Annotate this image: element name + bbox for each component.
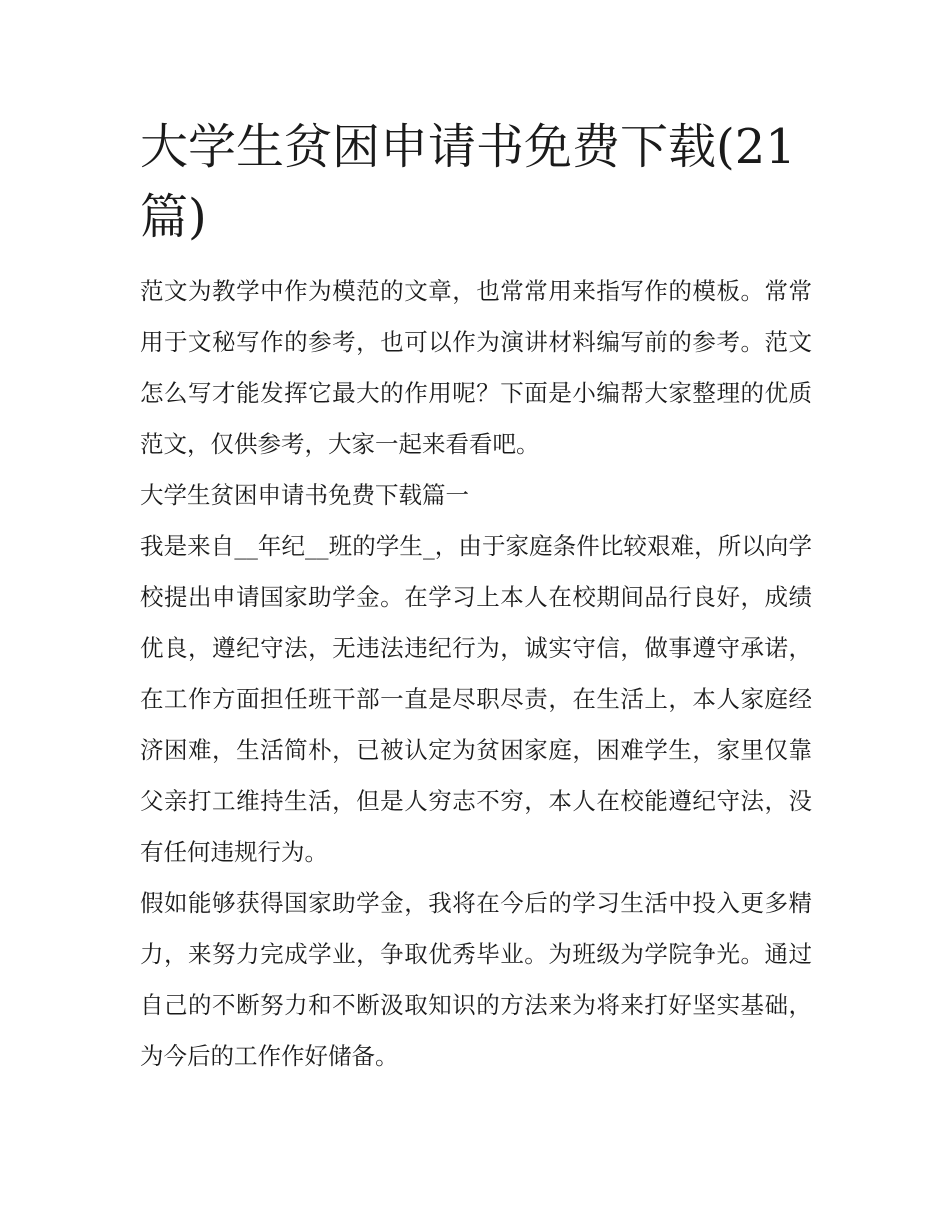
section-heading: 大学生贫困申请书免费下载篇一: [140, 481, 469, 509]
intro-paragraph: 范文为教学中作为模范的文章，也常常用来指写作的模板。常常用于文秘写作的参考，也可以作为演讲材料编写前的参考。范文怎么写才能发挥它最大的作用呢？下面是小编帮大家整理的优质范文，仅供参考，大家一起来看看吧。: [140, 277, 812, 458]
document-page: [140, 112, 812, 1082]
document-body: [140, 266, 812, 1082]
body-paragraph: 假如能够获得国家助学金，我将在今后的学习生活中投入更多精力，来努力完成学业，争取优秀毕业。为班级为学院争光。通过自己的不断努力和不断汲取知识的方法来为将来打好坚实基础，为今后的工作作好储备。: [140, 889, 812, 1070]
document-title: 大学生贫困申请书免费下载(21篇): [140, 119, 796, 245]
body-paragraph: 我是来自__年纪__班的学生_，由于家庭条件比较艰难，所以向学校提出申请国家助学金。在学习上本人在校期间品行良好，成绩优良，遵纪守法，无违法违纪行为，诚实守信，做事遵守承诺，在工作方面担任班干部一直是尽职尽责，在生活上，本人家庭经济困难，生活简朴，已被认定为贫困家庭，困难学生，家里仅靠父亲打工维持生活，但是人穷志不穷，本人在校能遵纪守法，没有任何违规行为。: [140, 532, 812, 866]
